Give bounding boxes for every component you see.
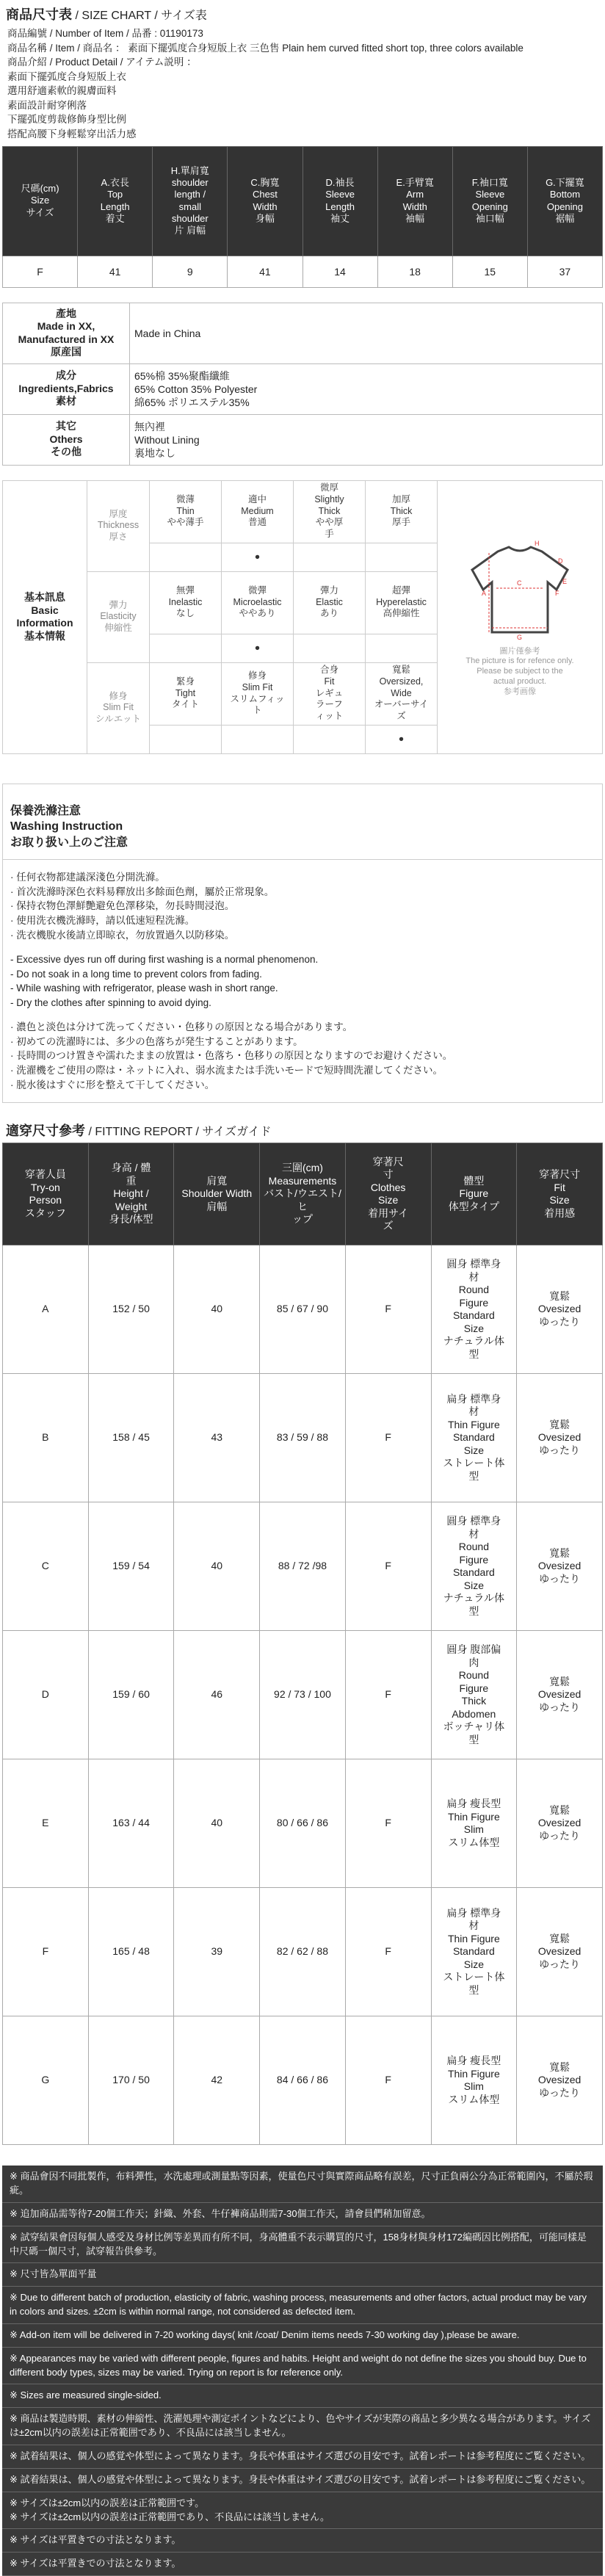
basic-option: 超彈 Hyperelastic 高伸縮性 [366,571,438,634]
note-line: ※ 商品會因不同批製作，布料彈性，水洗處理或測量點等因素，使量色尺寸與實際商品略有誤差，尺寸正負兩公分為正常範圍內，不屬於瑕疵。 [2,2166,603,2203]
size-cell: 14 [302,256,377,287]
material-label: 其它 Others その他 [3,414,130,465]
basic-row-label: 厚度 Thickness 厚さ [87,480,150,571]
fit-cell: 寬鬆 Ovesized ゆったり [517,1245,603,1374]
material-value: 65%棉 35%聚酯纖維 65% Cotton 35% Polyester 綿65% ポリエステル35% [130,363,603,414]
note-line: ※ 商品は製造時期、素材の伸縮性、洗濯処理や測定ポイントなどにより、色やサイズが実際の商品と多少異なる場合があります。サイズは±2cm以内の誤差は正常範囲であり、不良品には該当しません。 [2,2408,603,2445]
table-row [3,1374,603,1502]
fit-cell: 159 / 54 [88,1502,174,1631]
fit-cell: 163 / 44 [88,1759,174,1888]
table-row [3,1888,603,2016]
svg-text:D: D [558,557,563,565]
material-table [2,303,603,466]
washing-line: · 脱水後はすぐに形を整えて干してください。 [10,1079,215,1090]
basic-option-marker [294,543,366,571]
fit-cell: 170 / 50 [88,2016,174,2145]
basic-option: 修身 Slim Fit スリムフィッ ト [222,662,294,725]
basic-option-marker [150,543,222,571]
fit-header: 體型 Figure 体型タイプ [431,1143,517,1245]
size-chart-title: 商品尺寸表 [6,7,72,22]
info-line: 商品介紹 / Product Detail / アイテム説明 ： [7,57,197,68]
material-label: 成分 Ingredients,Fabrics 素材 [3,363,130,414]
material-label: 產地 Made in XX, Manufactured in XX 原産国 [3,303,130,363]
fit-header: 身高 / 體 重 Height / Weight 身長/体型 [88,1143,174,1245]
fit-cell: 40 [174,1759,260,1888]
fit-cell: 40 [174,1245,260,1374]
fit-cell: C [3,1502,89,1631]
fit-header: 穿著尺寸 Fit Size 着用感 [517,1143,603,1245]
fitting-report-title: 適穿尺寸參考 [6,1124,85,1139]
basic-option: 微厚 Slightly Thick やや厚 手 [294,480,366,543]
info-line: 商品編號 / Number of Item / 品番 : 01190173 [7,28,203,39]
table-row [3,1631,603,1759]
note-line: ※ 追加商品需等待7-20個工作天；針織、外套、牛仔褲商品則需7-30個工作天，請會員們稍加留意。 [2,2203,603,2226]
fit-cell: F [345,1631,431,1759]
fit-cell: 圓身 標準身 材 Round Figure Standard Size ナチュラル体 型 [431,1245,517,1374]
note-line: ※ 試着結果は、個人の感覚や体型によって異なります。身長や体重はサイズ選びの目安です。試着レポートは参考程度にご覧ください。 [2,2469,603,2492]
fit-cell: 88 / 72 /98 [260,1502,346,1631]
note-line: ※ 尺寸皆為單面平量 [2,2263,603,2287]
svg-text:H: H [535,539,540,547]
fit-cell: 寬鬆 Ovesized ゆったり [517,1374,603,1502]
washing-line: · 長時間のつけ置きや濡れたままの放置は・色落ち・色移りの原因となりますのでお避けください。 [10,1050,453,1062]
fit-cell: 圓身 標準身 材 Round Figure Standard Size ナチュラル体 型 [431,1502,517,1631]
size-cell: 18 [377,256,452,287]
fit-header: 肩寬 Shoulder Width 肩幅 [174,1143,260,1245]
washing-line: · 洗衣機脫水後請立即晾衣，勿放置過久以防移染。 [10,929,235,941]
basic-option-marker: ● [222,634,294,662]
note-line: ※ サイズは平置きでの寸法となります。 [2,2529,603,2553]
fit-cell: F [345,1888,431,2016]
fitting-report-subtitle: / FITTING REPORT / サイズガイド [85,1126,272,1139]
washing-line: · 濃色と淡色は分けて洗ってください・色移りの原因となる場合があります。 [10,1021,353,1033]
fit-cell: 80 / 66 / 86 [260,1759,346,1888]
size-cell: 41 [78,256,153,287]
fit-cell: 39 [174,1888,260,2016]
fit-cell: 85 / 67 / 90 [260,1245,346,1374]
fit-cell: 寬鬆 Ovesized ゆったり [517,1759,603,1888]
basic-option: 適中 Medium 普通 [222,480,294,543]
fit-cell: 扁身 瘦長型 Thin Figure Slim スリム体型 [431,2016,517,2145]
size-header: H.單肩寬 shoulder length / small shoulder 片 肩幅 [153,146,228,256]
material-value: Made in China [130,303,603,363]
tshirt-icon [446,537,593,647]
basic-option: 加厚 Thick 厚手 [366,480,438,543]
fit-cell: A [3,1245,89,1374]
note-line: ※ サイズは±2cm以内の誤差は正常範囲です。 ※ サイズは±2cm以内の誤差は正常範囲であり、不良品には該当しません。 [2,2492,603,2530]
table-row [3,1759,603,1888]
svg-text:F: F [555,589,559,597]
basic-row-label: 彈力 Elasticity 伸縮性 [87,571,150,662]
fit-cell: F [345,1759,431,1888]
fitting-table [2,1143,603,2145]
svg-text:G: G [517,633,523,641]
note-line: ※ 試穿結果會因每個人感受及身材比例等差異而有所不同，身高體重不表示購買的尺寸，158身材與身材172編碼因比例搭配，可能同樣是中尺碼一個尺寸，試穿報告供參考。 [2,2226,603,2264]
washing-line: - Do not soak in a long time to prevent colors from fading. [10,968,262,980]
info-line: 搭配高腰下身輕鬆穿出活力感 [7,128,137,140]
fit-cell: 152 / 50 [88,1245,174,1374]
washing-line: · 洗濯機をご使用の際は・ネットに入れ、弱水流または手洗いモードで短時間洗濯してください。 [10,1065,443,1077]
notes-box [2,2166,603,2576]
basic-option-marker [150,725,222,753]
washing-line: · 使用洗衣機洗滌時，請以低速短程洗滌。 [10,914,195,926]
size-table [2,146,603,288]
info-line: 下擺弧度剪裁修飾身型比例 [7,114,126,126]
info-line: 商品名稱 / Item / 商品名 ： 素面下擺弧度合身短版上衣 三色售 Plain hem curved fitted short top, three colors available [7,42,524,54]
product-info [0,26,605,146]
info-line: 素面設計耐穿俐落 [7,99,87,111]
table-row [3,1245,603,1374]
size-header: 尺碼(cm) Size サイズ [3,146,78,256]
fit-cell: 165 / 48 [88,1888,174,2016]
fit-cell: B [3,1374,89,1502]
size-header: D.袖長 Sleeve Length 袖丈 [302,146,377,256]
basic-option: 寬鬆 Oversized, Wide オーバーサイ ズ [366,662,438,725]
basic-option-marker [150,634,222,662]
washing-title: 保養洗滌注意 Washing Instruction お取り扱い上のご注意 [3,784,602,861]
fit-cell: 43 [174,1374,260,1502]
note-line: ※ Appearances may be varied with different people, figures and habits. Height and weight do not define the sizes you should buy. Due to different body types, sizes may be varied. Trying on report is for reference only. [2,2348,603,2385]
fit-cell: F [3,1888,89,2016]
info-line: 選用舒適素軟的親膚面料 [7,85,117,97]
fit-cell: 扁身 標準身 材 Thin Figure Standard Size ストレート体 型 [431,1888,517,2016]
size-cell: 41 [228,256,302,287]
washing-body [3,860,602,1102]
fit-cell: 158 / 45 [88,1374,174,1502]
fit-header: 穿著人員 Try-on Person スタッフ [3,1143,89,1245]
basic-option-marker [366,634,438,662]
size-cell: 15 [452,256,527,287]
fit-cell: 扁身 標準身 材 Thin Figure Standard Size ストレート体 型 [431,1374,517,1502]
table-row [3,2016,603,2145]
washing-line: - Excessive dyes run off during first washing is a normal phenomenon. [10,954,319,966]
washing-line: - Dry the clothes after spinning to avoid dying. [10,996,211,1008]
fit-cell: 寬鬆 Ovesized ゆったり [517,1888,603,2016]
fit-cell: F [345,1245,431,1374]
svg-text:E: E [562,577,568,585]
svg-text:C: C [517,579,522,587]
basic-option-marker [294,634,366,662]
fit-cell: 82 / 62 / 88 [260,1888,346,2016]
fit-cell: 圓身 腹部偏 肉 Round Figure Thick Abdomen ボッチャリ体 型 [431,1631,517,1759]
size-header: F.袖口寬 Sleeve Opening 袖口幅 [452,146,527,256]
basic-option-marker [222,725,294,753]
fit-cell: 159 / 60 [88,1631,174,1759]
note-line: ※ 試着結果は、個人の感覚や体型によって異なります。身長や体重はサイズ選びの目安です。試着レポートは参考程度にご覧ください。 [2,2445,603,2469]
basic-option-marker [366,543,438,571]
note-line: ※ Due to different batch of production, elasticity of fabric, washing process, measurements and other factors, actual product may be vary in colors and sizes. ±2cm is within normal range, not considered as defected item. [2,2287,603,2324]
basic-option: 微薄 Thin やや薄手 [150,480,222,543]
size-cell: 9 [153,256,228,287]
size-header: A.衣長 Top Length 着丈 [78,146,153,256]
size-header: G.下擺寬 Bottom Opening 裾幅 [527,146,602,256]
fit-cell: 83 / 59 / 88 [260,1374,346,1502]
note-line: ※ Add-on item will be delivered in 7-20 working days( knit /coat/ Denim items needs 7-30 working day ),please be aware. [2,2324,603,2348]
note-line: ※ サイズは平置きでの寸法となります。 [2,2553,603,2576]
basic-option-marker [294,725,366,753]
size-chart-subtitle: / SIZE CHART / サイズ表 [72,10,207,22]
washing-line: · 任何衣物都建議深淺色分開洗滌。 [10,872,165,883]
fit-header: 穿著尺 寸 Clothes Size 着用サイ ズ [345,1143,431,1245]
info-line: 素面下擺弧度合身短版上衣 [7,70,126,82]
fit-cell: 46 [174,1631,260,1759]
fit-cell: D [3,1631,89,1759]
washing-line: · 保持衣物色澤鮮艷避免色澤移染，勿長時間浸泡。 [10,900,235,912]
fit-cell: F [345,2016,431,2145]
fit-cell: 寬鬆 Ovesized ゆったり [517,2016,603,2145]
svg-text:A: A [482,589,487,597]
fit-cell: G [3,2016,89,2145]
fit-cell: 扁身 瘦長型 Thin Figure Slim スリム体型 [431,1759,517,1888]
diagram-caption: 圖片僅參考 The picture is for refence only. Please be subject to the actual product. 参考画像 [465,646,574,696]
basic-row-label: 修身 Slim Fit シルエット [87,662,150,753]
fit-cell: 42 [174,2016,260,2145]
fit-cell: F [345,1374,431,1502]
size-header: E.手臂寬 Arm Width 袖幅 [377,146,452,256]
washing-line: · 首次洗滌時深色衣料易釋放出多餘面色劑，屬於正常現象。 [10,886,275,897]
size-cell: F [3,256,78,287]
table-row [3,1502,603,1631]
basic-option-marker: ● [366,725,438,753]
fit-cell: 寬鬆 Ovesized ゆったり [517,1502,603,1631]
basic-option: 彈力 Elastic あり [294,571,366,634]
fit-header: 三圍(cm) Measurements バスト/ウエスト/ヒ ップ [260,1143,346,1245]
fit-cell: 40 [174,1502,260,1631]
fit-cell: 84 / 66 / 86 [260,2016,346,2145]
fit-cell: 寬鬆 Ovesized ゆったり [517,1631,603,1759]
fit-cell: E [3,1759,89,1888]
basic-option: 無彈 Inelastic なし [150,571,222,634]
basic-option: 合身 Fit レギュ ラーフ ィット [294,662,366,725]
garment-diagram [438,480,603,753]
material-value: 無內裡 Without Lining 裏地なし [130,414,603,465]
washing-line: - While washing with refrigerator, please wash in short range. [10,983,278,994]
basic-info-table [2,480,603,754]
washing-line: · 初めての洗濯時には、多少の色落ちが発生することがあります。 [10,1035,303,1047]
basic-option: 緊身 Tight タイト [150,662,222,725]
size-cell: 37 [527,256,602,287]
washing-instruction-box [2,784,603,1104]
basic-option: 微彈 Microelastic ややあり [222,571,294,634]
note-line: ※ Sizes are measured single-sided. [2,2384,603,2408]
fitting-report-header [0,1116,605,1143]
size-chart-header [0,0,605,26]
fit-cell: F [345,1502,431,1631]
size-header: C.胸寬 Chest Width 身幅 [228,146,302,256]
basic-option-marker: ● [222,543,294,571]
basic-info-label: 基本訊息 Basic Information 基本情報 [3,480,87,753]
fit-cell: 92 / 73 / 100 [260,1631,346,1759]
